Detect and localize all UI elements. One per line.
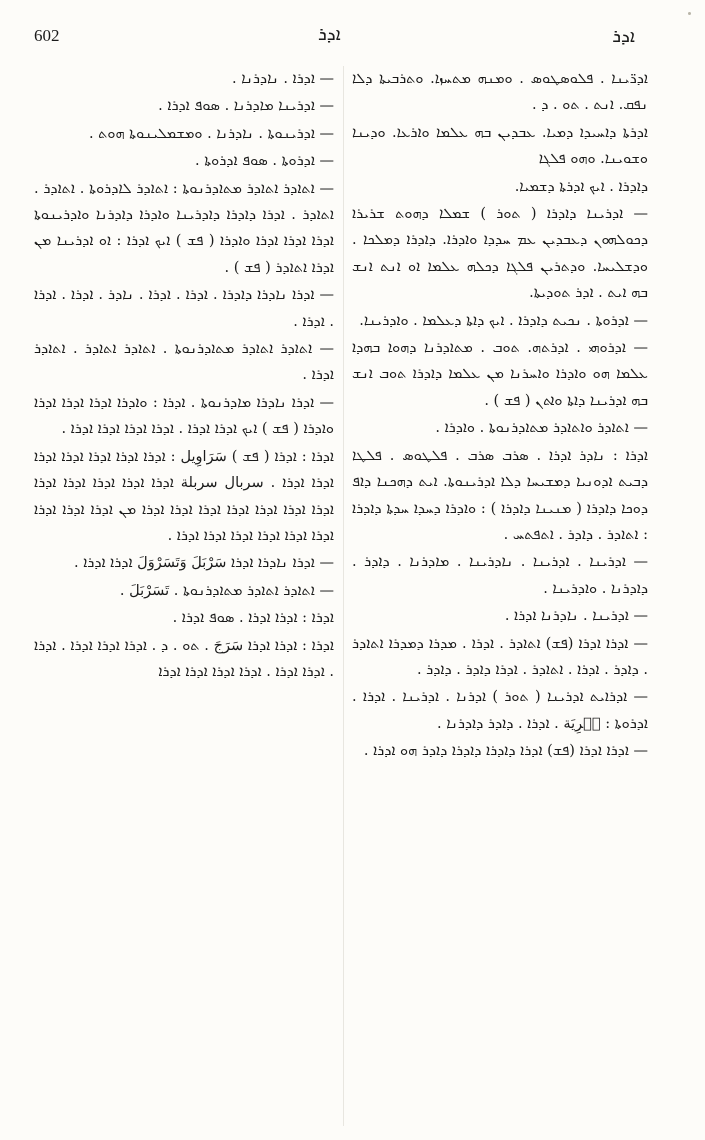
page-number: 602 (34, 26, 60, 45)
running-head-right: ܐܕܪ (612, 26, 635, 47)
dictionary-entry: — ܐܕܪܘܗܝ . ܐܕܪܬܗ. ܬܘܒ . ܡܬܐܕܪܢܐ ܕܗܘܐ ܒܗܕܐ ܥܠܡܐ ܗܘ ܘܐܕܪܐ ܘܐܚܪܢܐ ܡܢ ܥܠܡܐ ܕܐܕܪܐ ܬܘܒ ܐܢܫ ܒܗ ܐܕܪܝܢܐ ܕܐܬܐ ܘܐܬܢ ( ܦܫ ) . (352, 340, 648, 409)
dictionary-entry: — ܐܕܪܐ ܢܐܕܪܐ ܐܕܪܐ سَرْبَلَ وَتَسَرْوَلَ ܐܕܪܐ ܐܕܪܐ . (74, 555, 334, 572)
dictionary-entry: — ܐܕܪܘܬܐ . ܣܘܦ ܐܕܪܘܬܐ . (195, 153, 334, 170)
dictionary-entry: — ܐܕܪܐ ܐܕܪܐ (ܦܫ) ܐܕܪܐ ܕܐܕܪܐ ܕܐܕܪܐ ܕܐܕܪ ܗܘ ܐܕܪܐ . (363, 743, 648, 760)
column-divider (343, 66, 344, 1126)
dictionary-entry: ܐܕܪܬܐ ܕܐܚܝܕܐ ܕܡܝܐ. ܥܒܕܝܢ ܒܗ ܥܠܡܐ ܘܐܪܥܐ. ܘܕܝܢܐ ܘܫܘܝܢܐ. ܘܗܘ ܦܠܓܐ (352, 124, 648, 168)
dictionary-entry: — ܐܕܪܐ ܢܐܕܪܐ ܡܐܕܪܢܘܬܐ . ܐܕܪܐ : ܘܐܕܪܐ ܐܕܪܐ ܐܕܪܐ ܐܕܪܐ ܘܐܕܪܐ ( ܦܫ ) ܐܝܟ ܐܕܪܐ ܐܕܪܐ . ܐܕܪܐ ܐܕܪܐ ܐܕܪܐ ܐܕܪܐ . (34, 394, 334, 438)
dictionary-entry: — ܐܬܐܕܪ ܐܬܐܕܪ ܡܬܐܕܪܢܘܬܐ : ܐܬܐܕܪ ܠܐܕܪܘܬܐ . ܐܬܐܕܪ . ܐܬܐܕܪ . ܐܕܪܐ ܕܐܕܪܐ ܕܐܕܪܝܢܐ ܘܐܕܪܐ ܕܐܕܪܢܐ ܘܐܕܪܝܢܘܬܐ ܐܕܪܐ ܐܕܪܐ ܐܕܪܐ ܘܐܕܪܐ ( ܦܫ ) ܐܝܟ ܐܕܪܐ : ܐܘ ܐܕܪܝܢܐ ܡܢ ܐܕܪܐ ܐܬܐܕܪ ( ܦܫ ) . (34, 180, 334, 276)
right-column (352, 66, 648, 1126)
dictionary-entry: ܐܕܪܐ : ܐܕܪܐ ܐܕܪܐ سَرَجَ . ܬܘ . ܕ . ܐܕܪܐ ܐܕܪܐ ܐܕܪܐ . ܐܕܪܐ . ܐܕܪܐ ܐܕܪܐ . ܐܕܪܐ ܐܕܪܐ ܐܕܪܐ ܐܕܪܐ (34, 637, 334, 680)
dictionary-entry: ܐܕܪ̈ܝܢܐ . ܦܠܘܣܛܘܣ . ܘܡܢܗ ܡܬܚܙܐ. ܘܬܪܒܝܬܐ ܕܠܐ ܢܦܩ. ܐܢܬ . ܬܘ . ܕ . (352, 71, 648, 114)
dictionary-entry: — ܐܕܪܝܢܐ . ܐܕܪܝܢܐ . ܢܐܕܪܝܢܐ . ܡܐܕܪܢܐ . ܕܐܕܪ . ܕܐܕܪܢܐ . ܘܐܕܪܝܢܐ . (352, 554, 648, 597)
dictionary-entry: — ܐܕܪܝܢܐ ܡܐܕܪܢܐ . ܣܘܦ ܐܕܪܐ . (158, 98, 334, 115)
running-head-center: ܐܕܪ (318, 24, 341, 45)
dictionary-entry: ܐܕܪܐ : ܐܕܪܐ ܐܕܪܐ . ܣܘܦ ܐܕܪܐ . (172, 610, 334, 627)
dictionary-entry: — ܐܬܐܕܪ ܐܬܐܕܪ ܡܬܐܕܪܢܘܬܐ . ܐܬܐܕܪ ܐܬܐܕܪ . ܐܬܐܕܪ ܐܕܪܐ . (34, 341, 334, 384)
dictionary-entry: ܐܕܪܐ : ܢܐܕܪ ܐܕܪܐ . ܣܪܒ ܣܪܒ . ܦܠܛܘܣ . ܦܠܛܐ ܕܒܝܬ ܐܕܘܢܝܐ ܕܡܫܝܚܐ ܕܠܐ ܐܕܪܝܢܘܬܐ. ܐܝܬ ܕܗܟܢܐ ܕܐܦ ܕܘܟܐ ܕܐܕܪܐ ( ܡܢܝܢܐ ܕܐܕܪܐ ) : ܘܐܕܪܐ ܕܚܕܐ ܚܕܬܐ ܕܐܕܪܐ : ܐܬܐܕܪ . ܕܐܕܪ . ܐܬܦܬܚ . (352, 447, 648, 543)
dictionary-entry: — ܐܕܪܐܝܬ ܐܕܪܝܢܐ ( ܬܘܪ ) ܐܕܪܢܐ . ܐܕܪܝܢܐ . ܐܕܪܐ . ܐܕܪܘܬܐ : ܣُرِيَة . ܐܕܪܐ . ܕܐܕܪ ܕܐܕܪܢܐ . (352, 689, 648, 732)
dictionary-entry: — ܐܕܪܝܢܐ . ܢܐܕܪܢܐ ܐܕܪܐ . (504, 608, 648, 625)
dictionary-entry: — ܐܕܪܝܢܘܬܐ . ܢܐܕܪܢܐ . ܘܡܫܡܠܝܢܘܬܐ ܗܘܬ . (88, 125, 334, 142)
dictionary-entry: — ܐܕܪܐ . ܢܐܕܪܢܐ . (232, 71, 334, 87)
dictionary-entry: — ܐܕܪܐ ܐܕܪܐ (ܦܫ) ܐܬܐܕܪ . ܐܕܪܐ . ܡܕܪܐ ܕܡܕܪܐ ܐܬܐܕܪ . ܕܐܕܪ . ܐܕܪܐ . ܐܬܐܕܪ . ܐܕܪܐ ܕܐܕܪ . ܕܐܕܪ . (352, 635, 648, 678)
dictionary-entry: — ܐܕܪܘܬܐ . ܢܟܝܬ ܕܐܕܪܐ . ܐܝܟ ܕܐܬܐ ܕܥܠܡܐ . ܘܐܕܪܝܢܐ. (359, 312, 648, 329)
dictionary-entry: — ܐܬܐܕܪ ܘܐܬܐܕܪ ܡܬܐܕܪܢܘܬܐ . ܘܐܕܪܐ . (435, 420, 648, 437)
page-speck (688, 12, 691, 15)
dictionary-entry: — ܐܬܐܕܪ ܐܬܐܕܪ ܡܬܐܕܪܢܘܬܐ . تَسَرْبَلَ . (119, 582, 334, 599)
dictionary-entry: ܐܕܪܐ : ܐܕܪܐ ( ܦܫ ) سَرَاوِيل : ܐܕܪܐ ܐܕܪܐ ܐܕܪܐ ܐܕܪܐ ܐܕܪܐ ܐܕܪܐ ܐܕܪܐ . سربال سربلة ܐܕܪܐ ܐܕܪܐ ܐܕܪܐ ܐܕܪܐ ܐܕܪܐ ܐܕܪܐ ܐܕܪܐ ܐܕܪܐ ܐܕܪܐ ܐܕܪܐ ܐܕܪܐ ܐܕܪܐ ܡܢ ܐܕܪܐ ܐܕܪܐ ܐܕܪܐ ܐܕܪܐ ܐܕܪܐ ܐܕܪܐ ܐܕܪܐ ܐܕܪܐ ܐܕܪܐ . (34, 448, 334, 544)
left-column (34, 66, 334, 1126)
dictionary-entry: — ܐܕܪܐ ܢܐܕܪܐ ܕܐܕܪܐ . ܐܕܪܐ . ܐܕܪܐ . ܢܐܕܪ . ܐܕܪܐ . ܐܕܪܐ . ܐܕܪܐ . (34, 287, 334, 330)
dictionary-entry: ܕܐܕܪܐ . ܐܝܟ ܐܕܪܬܐ ܕܫܡܝܐ. (514, 178, 648, 195)
dictionary-entry: — ܐܕܪܝܢܐ ܕܐܕܪܐ ( ܬܘܪ ) ܫܡܠܐ ܕܗܘܬ ܫܪܝܪܐ ܕܟܘܠܗܘܢ ܕܥܒܕܝܢ ܥܡ ܚܕܕܐ ܘܐܕܪܐ. ܕܐܕܪܐ ܕܡܠܟܐ . ܘܕܫܠܝܚܐ. ܘܕܬܪܝܢ ܦܠܓܐ ܕܟܠܗ ܥܠܡܐ ܐܘ ܐܢܬ ܐܢܫ ܒܗ ܐܝܬ . ܐܕܪ ܬܘܕܝܬܐ. (352, 206, 648, 302)
